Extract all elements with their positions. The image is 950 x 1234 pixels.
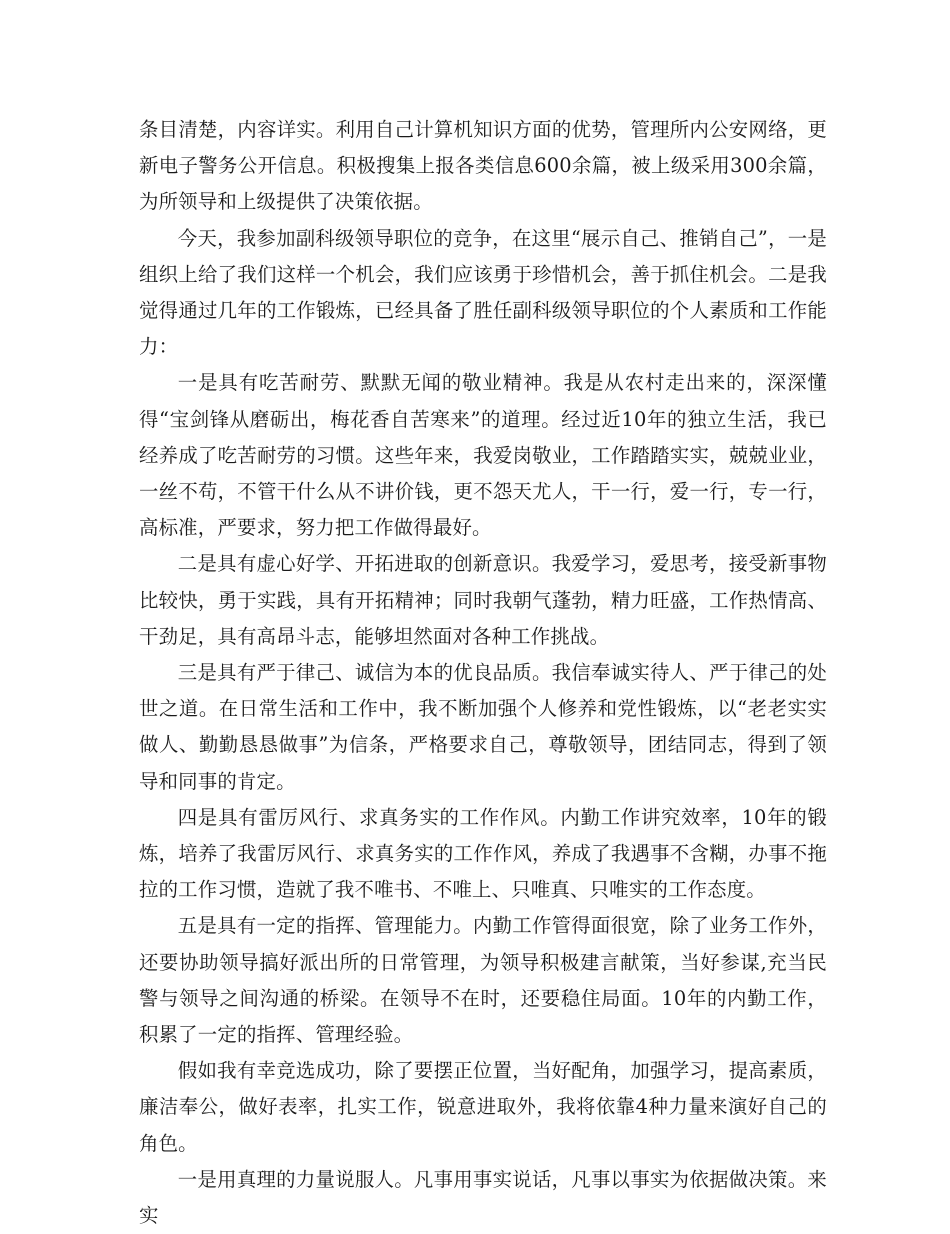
paragraph-1: 条目清楚，内容详实。利用自己计算机知识方面的优势，管理所内公安网络，更新电子警务公开信息。积极搜集上报各类信息600余篇，被上级采用300余篇，为所领导和上级提供了决策依据。 (139, 118, 827, 214)
paragraph-7: 五是具有一定的指挥、管理能力。内勤工作管得面很宽，除了业务工作外，还要协助领导搞好派出所的日常管理，为领导积极建言献策，当好参谋,充当民警与领导之间沟通的桥梁。在领导不在时，还要稳住局面。10年的内勤工作，积累了一定的指挥、管理经验。 (139, 914, 827, 1047)
document-body (139, 112, 827, 1234)
paragraph-4: 二是具有虚心好学、开拓进取的创新意识。我爱学习，爱思考，接受新事物比较快，勇于实践，具有开拓精神；同时我朝气蓬勃，精力旺盛，工作热情高、干劲足，具有高昂斗志，能够坦然面对各种工作挑战。 (139, 552, 827, 648)
paragraph-6: 四是具有雷厉风行、求真务实的工作作风。内勤工作讲究效率，10年的锻炼，培养了我雷厉风行、求真务实的工作作风，养成了我遇事不含糊，办事不拖拉的工作习惯，造就了我不唯书、不唯上、只唯真、只唯实的工作态度。 (139, 805, 827, 902)
paragraph-3: 一是具有吃苦耐劳、默默无闻的敬业精神。我是从农村走出来的，深深懂得“宝剑锋从磨砺出，梅花香自苦寒来”的道理。经过近10年的独立生活，我已经养成了吃苦耐劳的习惯。这些年来，我爱岗敬业，工作踏踏实实，兢兢业业，一丝不苟，不管干什么从不讲价钱，更不怨天尤人，干一行，爱一行，专一行，高标准，严要求，努力把工作做得最好。 (139, 371, 827, 540)
paragraph-5: 三是具有严于律己、诚信为本的优良品质。我信奉诚实待人、严于律己的处世之道。在日常生活和工作中，我不断加强个人修养和党性锻炼，以“老老实实做人、勤勤恳恳做事”为信条，严格要求自己，尊敬领导，团结同志，得到了领导和同事的肯定。 (139, 661, 827, 793)
paragraph-2: 今天，我参加副科级领导职位的竞争，在这里“展示自己、推销自己”，一是组织上给了我们这样一个机会，我们应该勇于珍惜机会，善于抓住机会。二是我觉得通过几年的工作锻炼，已经具备了胜任副科级领导职位的个人素质和工作能力： (139, 226, 827, 359)
paragraph-8: 假如我有幸竞选成功，除了要摆正位置，当好配角，加强学习，提高素质，廉洁奉公，做好表率，扎实工作，锐意进取外，我将依靠4种力量来演好自己的角色。 (139, 1059, 827, 1155)
paragraph-9: 一是用真理的力量说服人。凡事用事实说话，凡事以事实为依据做决策。来实 (139, 1167, 827, 1228)
